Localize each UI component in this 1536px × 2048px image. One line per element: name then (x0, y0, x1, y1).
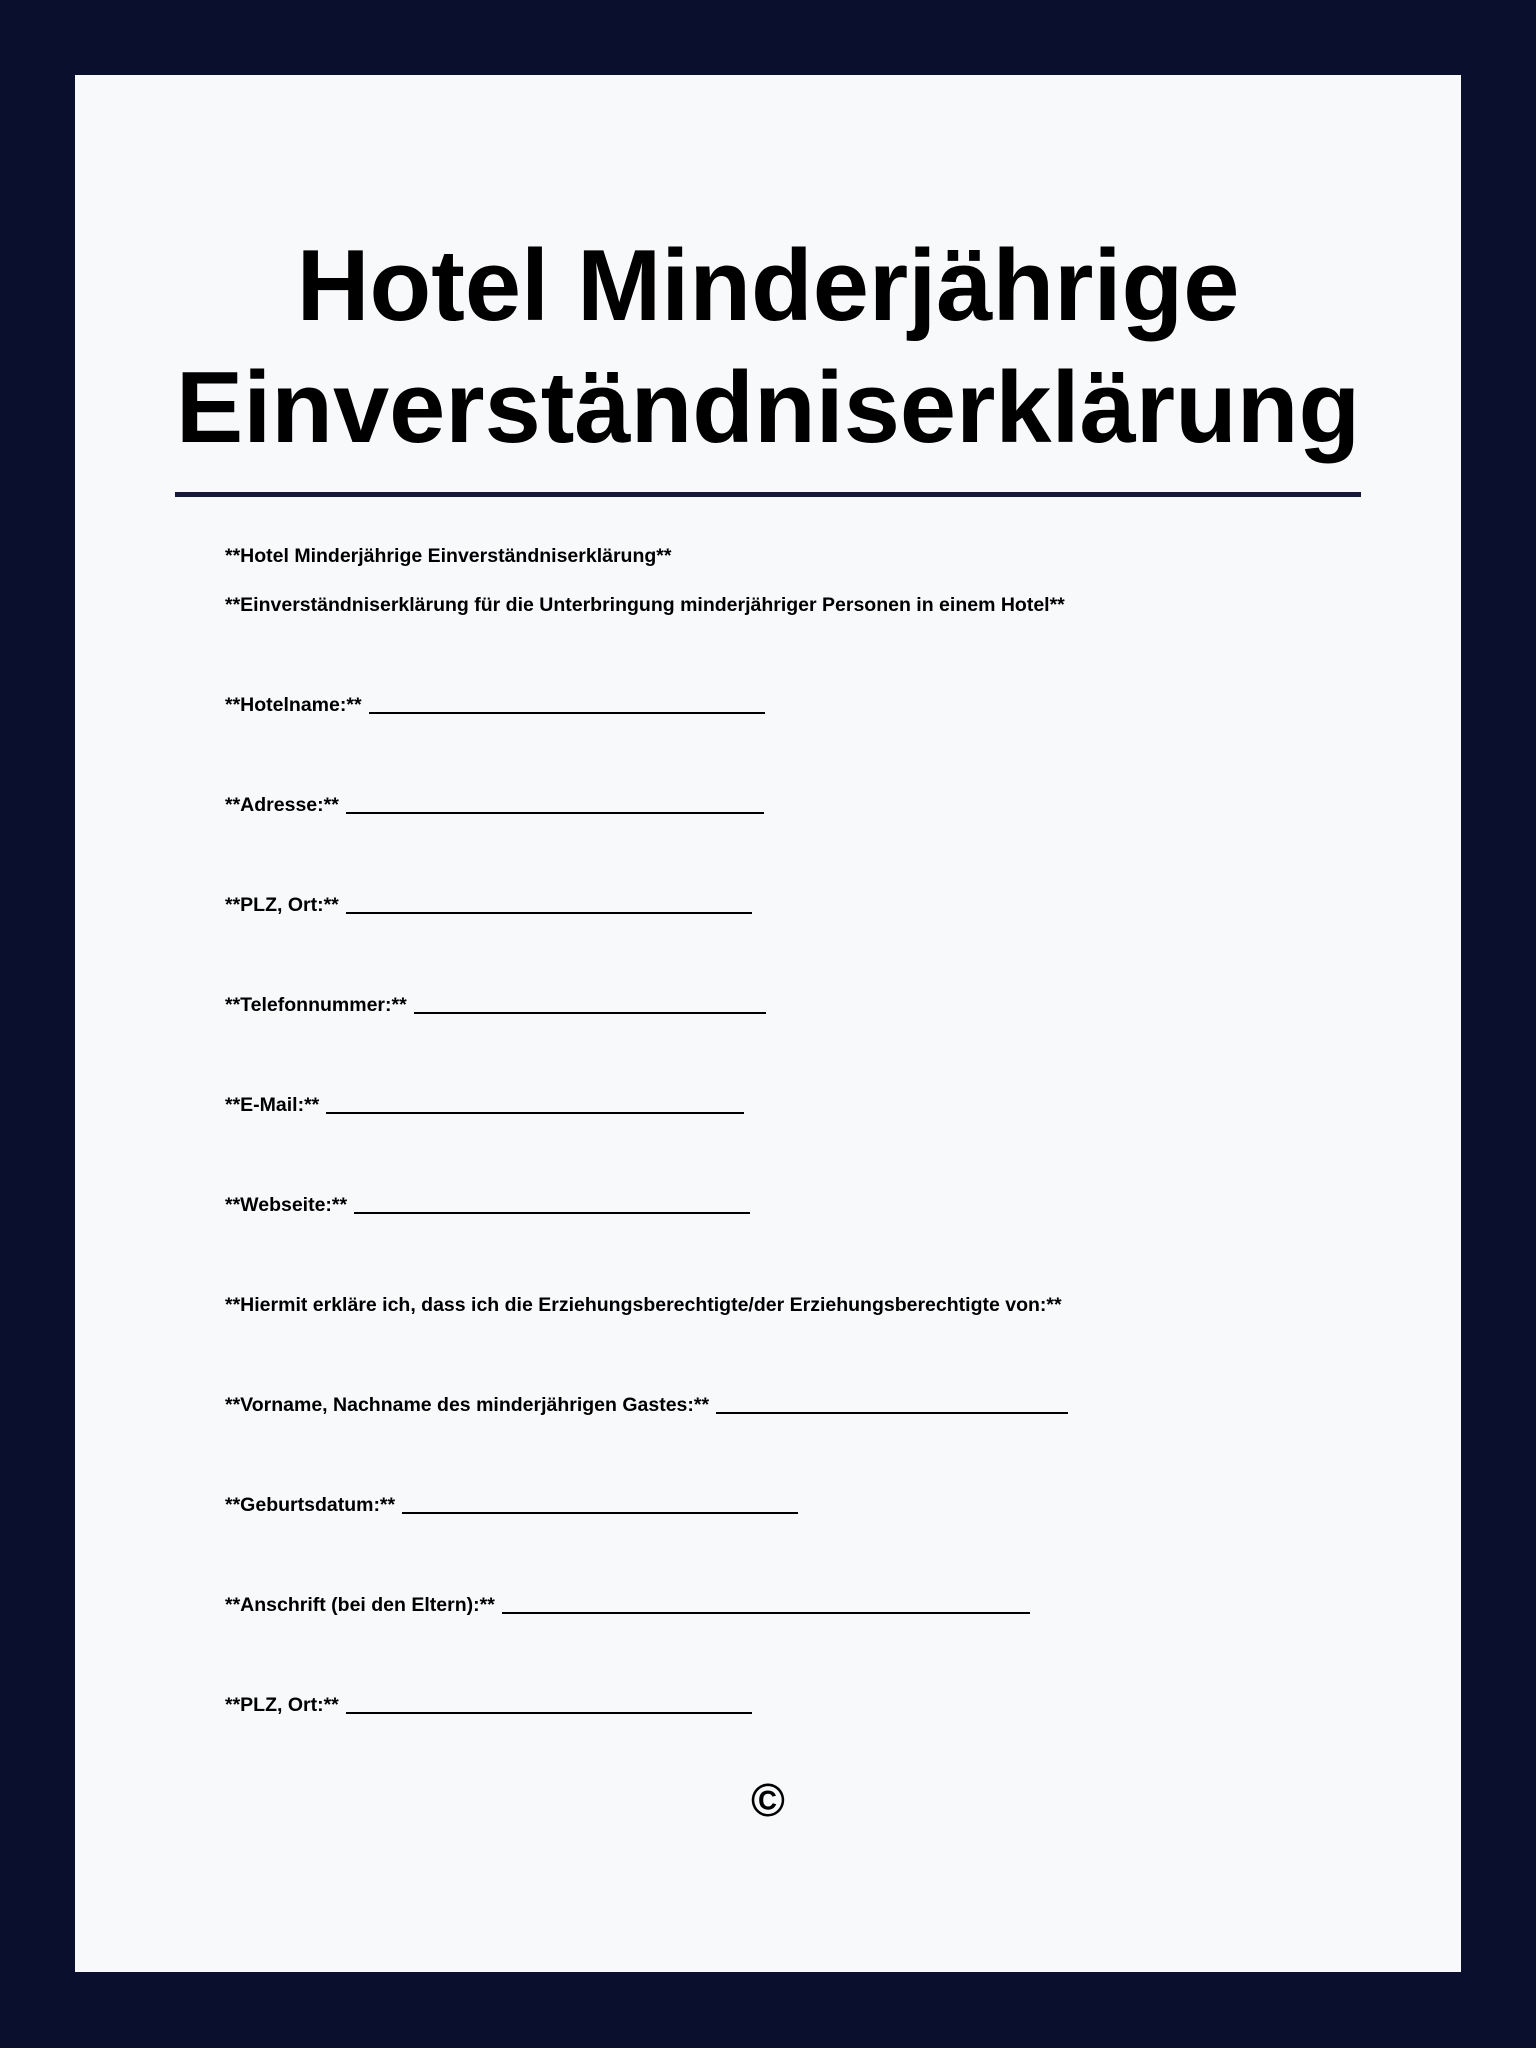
field-plz-ort-blank[interactable] (346, 912, 752, 914)
field-email (225, 1093, 744, 1117)
field-guest-name (225, 1393, 1068, 1417)
form-subheading: **Einverständniserklärung für die Unterbringung minderjähriger Personen in einem Hotel** (225, 594, 1065, 616)
field-guest-name-blank[interactable] (716, 1412, 1068, 1414)
field-anschrift-label: **Anschrift (bei den Eltern):** (225, 1594, 495, 1616)
title-line-2: Einverständniserklärung (175, 352, 1361, 464)
form-heading: **Hotel Minderjährige Einverständniserklärung** (225, 545, 672, 567)
field-adresse (225, 793, 764, 817)
document-page (75, 75, 1461, 1972)
field-geburtsdatum-label: **Geburtsdatum:** (225, 1494, 396, 1516)
field-email-blank[interactable] (326, 1112, 744, 1114)
field-telefon-label: **Telefonnummer:** (225, 994, 407, 1016)
field-hotelname (225, 693, 765, 717)
field-geburtsdatum (225, 1493, 798, 1517)
field-guest-plz-ort (225, 1693, 752, 1717)
field-webseite-label: **Webseite:** (225, 1194, 348, 1216)
title-line-1: Hotel Minderjährige (296, 230, 1240, 342)
field-geburtsdatum-blank[interactable] (402, 1512, 798, 1514)
field-anschrift-blank[interactable] (502, 1612, 1030, 1614)
title-divider (175, 492, 1361, 497)
field-hotelname-blank[interactable] (369, 712, 765, 714)
field-adresse-label: **Adresse:** (225, 794, 339, 816)
field-adresse-blank[interactable] (346, 812, 764, 814)
field-webseite-blank[interactable] (354, 1212, 750, 1214)
field-email-label: **E-Mail:** (225, 1094, 320, 1116)
field-plz-ort-label: **PLZ, Ort:** (225, 894, 339, 916)
field-webseite (225, 1193, 750, 1217)
field-guest-name-label: **Vorname, Nachname des minderjährigen Gastes:** (225, 1394, 710, 1416)
copyright-icon: © (751, 1774, 785, 1826)
field-plz-ort (225, 893, 752, 917)
field-anschrift (225, 1593, 1030, 1617)
document-title (175, 225, 1361, 469)
declaration-text: **Hiermit erkläre ich, dass ich die Erziehungsberechtigte/der Erziehungsberechtigte von:** (225, 1294, 1062, 1316)
field-telefon-blank[interactable] (414, 1012, 766, 1014)
field-hotelname-label: **Hotelname:** (225, 694, 362, 716)
field-telefon (225, 993, 766, 1017)
field-guest-plz-ort-label: **PLZ, Ort:** (225, 1694, 339, 1716)
field-guest-plz-ort-blank[interactable] (346, 1712, 752, 1714)
